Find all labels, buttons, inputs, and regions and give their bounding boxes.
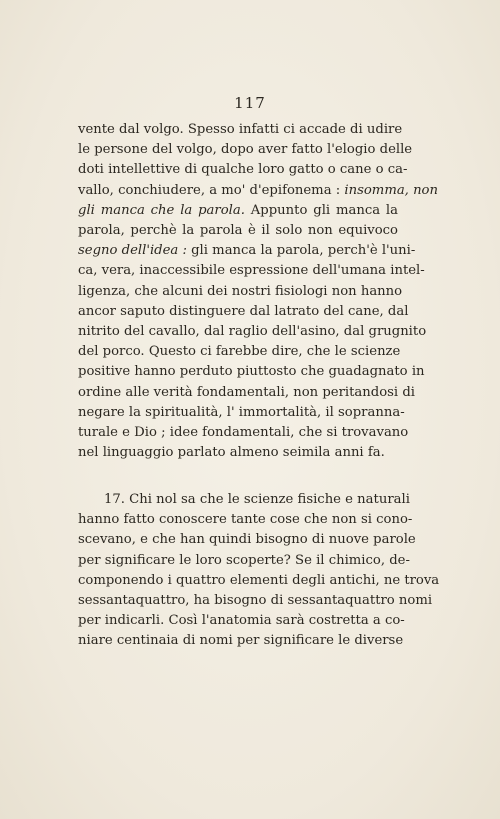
text-line: turale e Dio ; idee fondamentali, che si trovavano bbox=[78, 425, 409, 441]
italic-run: insomma, non bbox=[344, 182, 438, 198]
text-run: Appunto gli manca la bbox=[244, 202, 398, 218]
text-line bbox=[78, 241, 416, 261]
text-line: doti intellettive di qualche loro gatto o cane o ca- bbox=[78, 162, 408, 178]
text-line: hanno fatto conoscere tante cose che non si cono- bbox=[78, 512, 413, 528]
text-line: componendo i quattro elementi degli antichi, ne trova bbox=[78, 572, 440, 588]
paragraph-1 bbox=[78, 120, 438, 463]
text-line: positive hanno perduto piuttosto che guadagnato in bbox=[78, 364, 425, 380]
text-line: ligenza, che alcuni dei nostri fisiologi non hanno bbox=[78, 283, 403, 299]
text-line: nitrito del cavallo, dal raglio dell'asino, dal grugnito bbox=[78, 324, 427, 340]
text-line: del porco. Questo ci farebbe dire, che le scienze bbox=[78, 344, 401, 360]
text-line: ancor saputo distinguere dal latrato del cane, dal bbox=[78, 303, 409, 319]
page-number: 117 bbox=[234, 94, 266, 112]
text-line: per significare le loro scoperte? Se il chimico, de- bbox=[78, 552, 410, 568]
paragraph-2 bbox=[78, 490, 440, 652]
text-line bbox=[78, 201, 398, 221]
text-line: ca, vera, inaccessibile espressione dell'umana intel- bbox=[78, 263, 425, 279]
text-run: vallo, conchiudere, a mo' d'epifonema : bbox=[78, 182, 345, 198]
text-line: niare centinaia di nomi per significare le diverse bbox=[78, 633, 404, 649]
text-line: nel linguaggio parlato almeno seimila anni fa. bbox=[78, 445, 385, 461]
text-line: per indicarli. Così l'anatomia sarà costretta a co- bbox=[78, 613, 405, 629]
italic-run: segno dell'idea : bbox=[78, 243, 187, 259]
text-line bbox=[78, 181, 438, 201]
text-line: le persone del volgo, dopo aver fatto l'elogio delle bbox=[78, 142, 413, 158]
text-run: gli manca la parola, perch'è l'uni- bbox=[186, 243, 416, 259]
text-line: negare la spiritualità, l' immortalità, il sopranna- bbox=[78, 404, 405, 420]
text-line: ordine alle verità fondamentali, non peritandosi di bbox=[78, 384, 415, 400]
text-line: sessantaquattro, ha bisogno di sessantaquattro nomi bbox=[78, 593, 433, 609]
text-line: vente dal volgo. Spesso infatti ci accade di udire bbox=[78, 122, 403, 137]
italic-run: gli manca che la parola. bbox=[78, 202, 245, 218]
text-line: 17. Chi nol sa che le scienze fisiche e naturali bbox=[104, 492, 410, 507]
text-line: parola, perchè la parola è il solo non equivoco bbox=[78, 223, 398, 239]
text-line: scevano, e che han quindi bisogno di nuove parole bbox=[78, 532, 416, 548]
